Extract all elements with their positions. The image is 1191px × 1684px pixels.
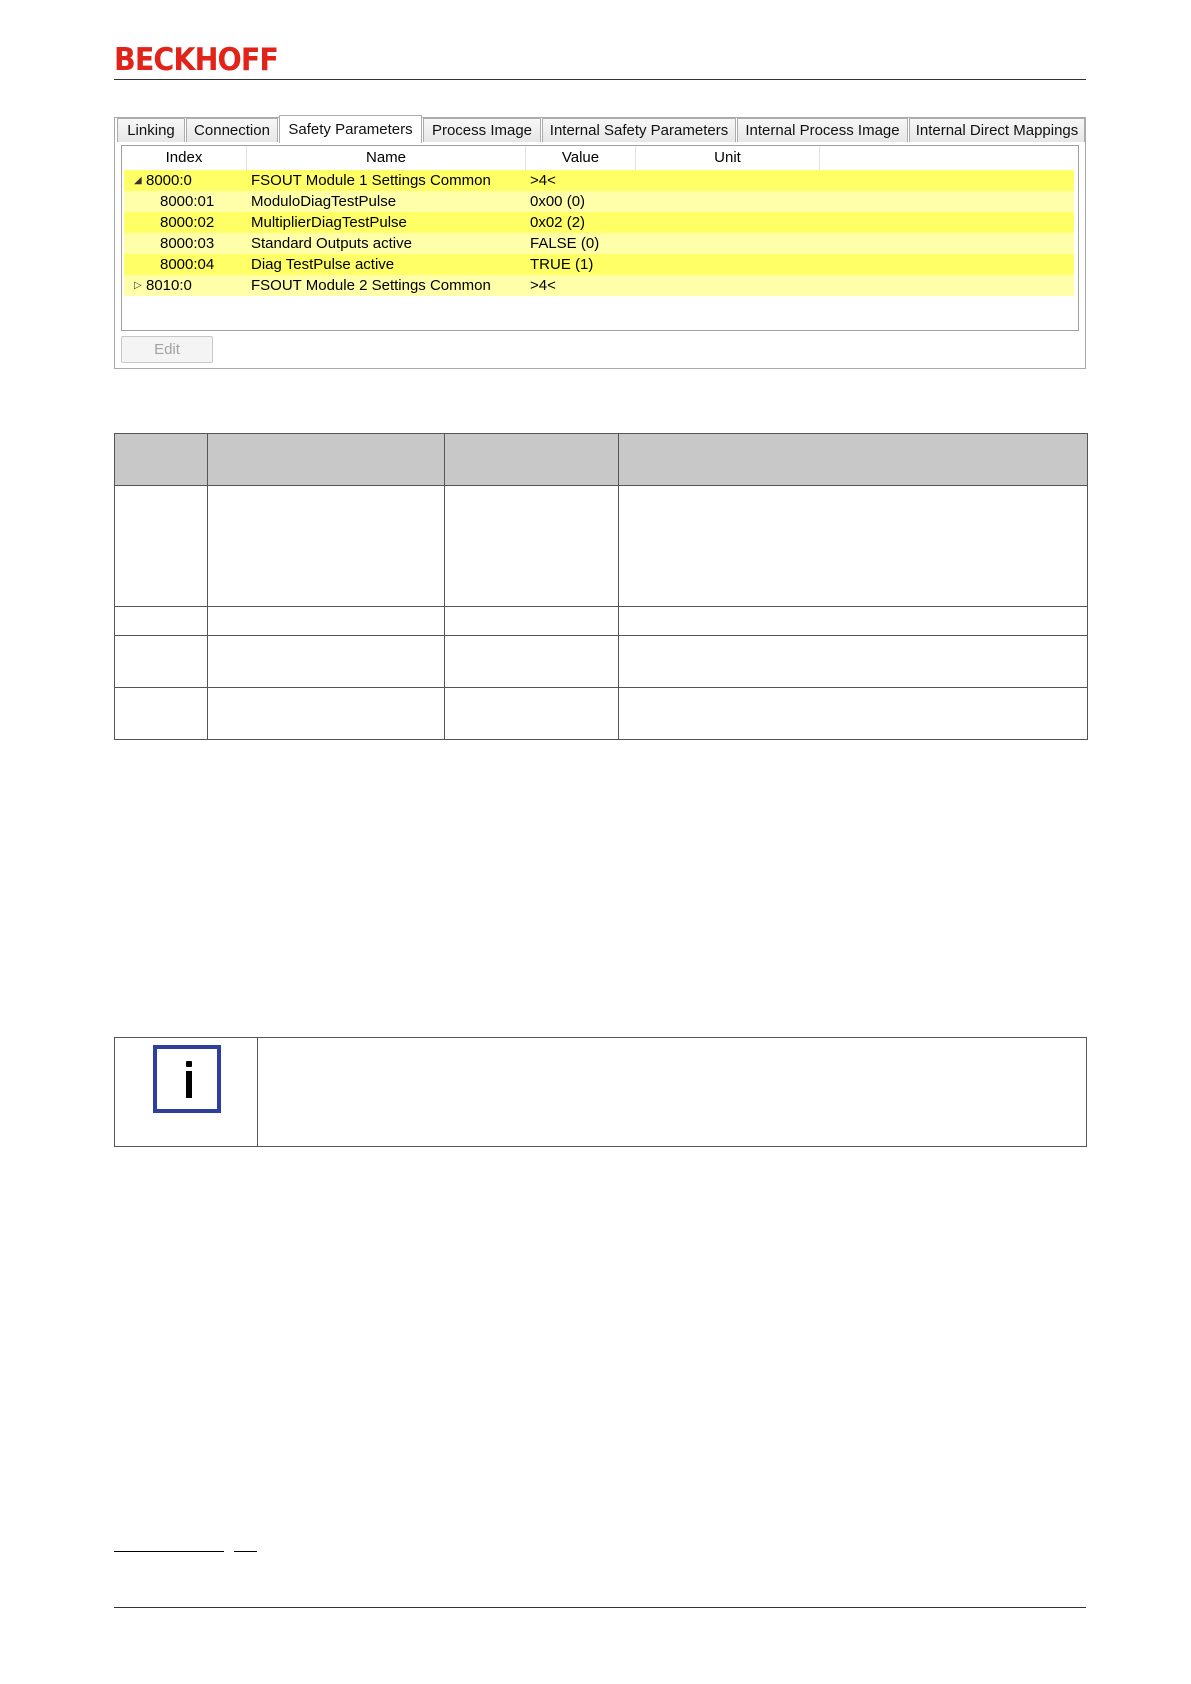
beckhoff-logo: BECKHOFF: [114, 42, 278, 78]
table-header-cell: [445, 434, 619, 486]
grid-row[interactable]: [124, 191, 1074, 212]
table-cell: [445, 636, 619, 688]
row-value: 0x00 (0): [530, 193, 586, 210]
table-cell: [208, 607, 445, 636]
table-cell: [619, 607, 1088, 636]
row-index: 8000:0: [146, 172, 192, 189]
header-rule: [114, 79, 1086, 80]
collapse-triangle-icon[interactable]: ◢: [134, 175, 142, 186]
row-name: FSOUT Module 1 Settings Common: [251, 172, 491, 189]
expand-triangle-icon[interactable]: ▷: [134, 280, 142, 291]
table-header-cell: [115, 434, 208, 486]
row-index: 8000:02: [160, 214, 215, 231]
table-row: [115, 636, 1088, 688]
table-cell: [208, 636, 445, 688]
table-cell: [619, 688, 1088, 740]
table-header-cell: [619, 434, 1088, 486]
row-value: 0x02 (2): [530, 214, 586, 231]
column-header-value[interactable]: Value: [526, 146, 636, 170]
info-icon-bar: [186, 1071, 192, 1098]
row-name: Standard Outputs active: [251, 235, 412, 252]
column-header-name[interactable]: Name: [247, 146, 526, 170]
grid-row[interactable]: [124, 275, 1074, 296]
table-cell: [619, 636, 1088, 688]
table-cell: [115, 636, 208, 688]
table-cell: [445, 486, 619, 607]
info-icon: [153, 1045, 221, 1113]
grid-header: [122, 146, 1078, 170]
footnote-rule-gap: [224, 1550, 234, 1553]
row-value: >4<: [530, 172, 556, 189]
row-name: ModuloDiagTestPulse: [251, 193, 397, 210]
edit-button[interactable]: Edit: [121, 336, 213, 363]
info-icon-dot: [186, 1061, 192, 1067]
row-index: 8000:04: [160, 256, 215, 273]
table-row: [115, 607, 1088, 636]
tab-process-image[interactable]: Process Image: [423, 118, 541, 142]
table-cell: [619, 486, 1088, 607]
table-cell: [115, 486, 208, 607]
tab-internal-safety-parameters[interactable]: Internal Safety Parameters: [542, 118, 736, 142]
row-name: FSOUT Module 2 Settings Common: [251, 277, 491, 294]
row-name: MultiplierDiagTestPulse: [251, 214, 407, 231]
tab-connection[interactable]: Connection: [186, 118, 278, 142]
tab-internal-process-image[interactable]: Internal Process Image: [737, 118, 908, 142]
row-index: 8000:01: [160, 193, 215, 210]
grid-row[interactable]: [124, 212, 1074, 233]
note-divider: [257, 1038, 258, 1146]
note-box: [114, 1037, 1087, 1147]
table-cell: [445, 607, 619, 636]
tab-internal-direct-mappings[interactable]: Internal Direct Mappings: [909, 118, 1085, 142]
table-cell: [115, 607, 208, 636]
row-value: >4<: [530, 277, 556, 294]
footer-rule: [114, 1607, 1086, 1608]
parameter-grid: [121, 145, 1079, 331]
tab-linking[interactable]: Linking: [117, 118, 185, 142]
tab-safety-parameters[interactable]: Safety Parameters: [279, 115, 422, 143]
row-index: 8000:03: [160, 235, 215, 252]
footnote-rule: [114, 1551, 257, 1552]
table-header-row: [115, 434, 1088, 486]
tab-bar: [117, 118, 1085, 145]
column-header-index[interactable]: Index: [122, 146, 247, 170]
row-name: Diag TestPulse active: [251, 256, 395, 273]
grid-row[interactable]: [124, 170, 1074, 191]
row-value: FALSE (0): [530, 235, 600, 252]
grid-row[interactable]: [124, 233, 1074, 254]
grid-row[interactable]: [124, 254, 1074, 275]
screenshot-panel: [114, 117, 1086, 369]
row-value: TRUE (1): [530, 256, 594, 273]
table-cell: [208, 486, 445, 607]
table-cell: [208, 688, 445, 740]
parameter-description-table: [114, 433, 1088, 740]
table-cell: [445, 688, 619, 740]
table-header-cell: [208, 434, 445, 486]
table-row: [115, 486, 1088, 607]
row-index: 8010:0: [146, 277, 192, 294]
column-header-unit[interactable]: Unit: [636, 146, 820, 170]
table-cell: [115, 688, 208, 740]
table-row: [115, 688, 1088, 740]
